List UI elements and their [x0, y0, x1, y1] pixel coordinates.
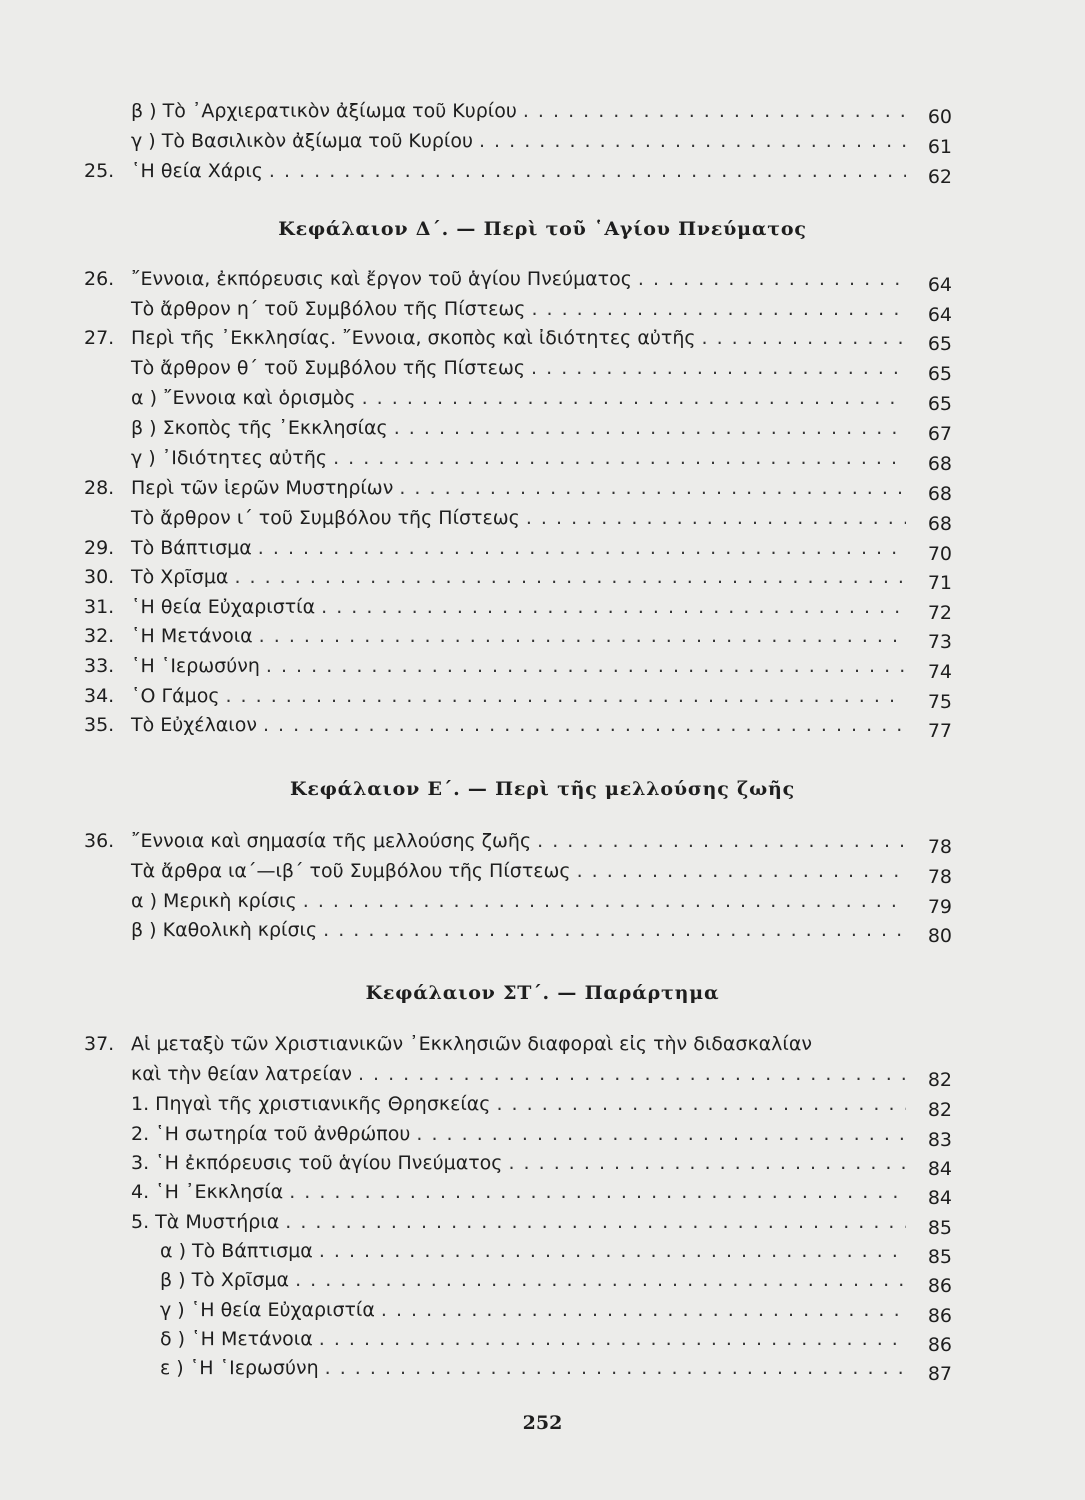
entry-title: ῾Η θεία Χάρις: [131, 160, 263, 182]
toc-entry: [84, 1177, 952, 1207]
toc-entry: [84, 1119, 952, 1149]
chapter-heading: Κεφάλαιον Δ΄. — Περὶ τοῦ ῾Αγίου Πνεύματος: [278, 218, 807, 240]
entry-page: 67: [927, 423, 952, 445]
entry-page: 64: [927, 304, 952, 326]
entry-page: 74: [927, 661, 952, 683]
entry-page: 86: [927, 1334, 952, 1356]
entry-page: 85: [927, 1246, 952, 1268]
entry-number: 29.: [84, 537, 115, 559]
entry-page: 79: [927, 896, 952, 918]
toc-entry: [84, 681, 952, 711]
entry-title: Τὸ Χρῖσμα: [131, 566, 229, 588]
entry-number: 25.: [84, 160, 115, 182]
dot-leader: [702, 323, 906, 353]
entry-title: γ ) ῾Η θεία Εὐχαριστία: [160, 1299, 375, 1321]
toc-entry: [84, 1089, 952, 1119]
dot-leader: [537, 826, 906, 856]
entry-page: 86: [927, 1305, 952, 1327]
dot-leader: [234, 562, 906, 592]
entry-page: 78: [927, 866, 952, 888]
dot-leader: [303, 886, 906, 916]
toc-entry: [84, 96, 952, 126]
entry-title: 4. ῾Η ᾿Εκκλησία: [131, 1181, 284, 1203]
entry-page: 72: [927, 602, 952, 624]
entry-page: 75: [927, 691, 952, 713]
entry-title: 2. ῾Η σωτηρία τοῦ ἀνθρώπου: [131, 1123, 411, 1145]
entry-title: α ) Μερικὴ κρίσις: [131, 890, 297, 912]
dot-leader: [225, 681, 906, 711]
entry-number: 37.: [84, 1033, 115, 1055]
entry-number: 30.: [84, 566, 115, 588]
entry-page: 73: [927, 631, 952, 653]
entry-page: 68: [927, 483, 952, 505]
dot-leader: [508, 1148, 906, 1178]
dot-leader: [319, 1324, 906, 1354]
toc-entry: [84, 353, 952, 383]
entry-number: 35.: [84, 714, 115, 736]
dot-leader: [381, 1295, 906, 1325]
dot-leader: [269, 156, 906, 186]
dot-leader: [523, 96, 906, 126]
dot-leader: [577, 856, 906, 886]
entry-title: α ) Τὸ Βάπτισμα: [160, 1240, 313, 1262]
dot-leader: [362, 383, 906, 413]
toc-entry: [84, 126, 952, 156]
entry-number: 33.: [84, 655, 115, 677]
toc-entry: [84, 621, 952, 651]
toc-entry: [84, 443, 952, 473]
entry-number: 26.: [84, 268, 115, 290]
entry-title: 3. ῾Η ἐκπόρευσις τοῦ ἁγίου Πνεύματος: [131, 1152, 503, 1174]
toc-entry: [84, 264, 952, 294]
entry-page: 86: [927, 1275, 952, 1297]
entry-title: Τὸ ἄρθρον ι΄ τοῦ Συμβόλου τῆς Πίστεως: [131, 507, 520, 529]
entry-page: 84: [927, 1187, 952, 1209]
toc-entry: [84, 1265, 952, 1295]
entry-title: γ ) Τὸ Βασιλικὸν ἀξίωμα τοῦ Κυρίου: [131, 130, 473, 152]
dot-leader: [638, 264, 906, 294]
toc-entry: [84, 1324, 952, 1354]
entry-title: καὶ τὴν θείαν λατρείαν: [131, 1063, 352, 1085]
entry-number: 32.: [84, 625, 115, 647]
toc-entry: [84, 915, 952, 945]
dot-leader: [358, 1059, 906, 1089]
entry-page: 62: [927, 166, 952, 188]
entry-page: 61: [927, 136, 952, 158]
entry-title: Τὸ Εὐχέλαιον: [131, 714, 257, 736]
entry-page: 68: [927, 513, 952, 535]
toc-entry: [84, 323, 952, 353]
entry-page: 71: [927, 572, 952, 594]
entry-title: Τὸ ἄρθρον θ΄ τοῦ Συμβόλου τῆς Πίστεως: [131, 357, 526, 379]
entry-number: 34.: [84, 685, 115, 707]
toc-entry: [84, 710, 952, 740]
entry-title: ῎Εννοια καὶ σημασία τῆς μελλούσης ζωῆς: [131, 830, 532, 852]
entry-page: 77: [927, 720, 952, 742]
entry-page: 80: [927, 925, 952, 947]
toc-entry: [84, 294, 952, 324]
dot-leader: [479, 126, 906, 156]
toc-entry: [84, 1029, 952, 1059]
chapter-heading: Κεφάλαιον ΣΤ΄. — Παράρτημα: [365, 982, 720, 1004]
dot-leader: [285, 1207, 906, 1237]
entry-title: Περὶ τῆς ᾿Εκκλησίας. ῎Εννοια, σκοπὸς καὶ ἰδιότητες αὐτῆς: [131, 327, 696, 349]
entry-number: 31.: [84, 596, 115, 618]
entry-title: 5. Τὰ Μυστήρια: [131, 1211, 280, 1233]
chapter-heading: Κεφάλαιον Ε΄. — Περὶ τῆς μελλούσης ζωῆς: [290, 778, 795, 800]
entry-number: 28.: [84, 477, 115, 499]
dot-leader: [496, 1089, 906, 1119]
toc-entry: [84, 1295, 952, 1325]
entry-number: 36.: [84, 830, 115, 852]
dot-leader: [321, 592, 906, 622]
dot-leader: [333, 443, 906, 473]
entry-page: 65: [927, 363, 952, 385]
entry-title: ε ) ῾Η ῾Ιερωσύνη: [160, 1357, 319, 1379]
toc-entry: [84, 592, 952, 622]
entry-page: 85: [927, 1217, 952, 1239]
toc-entry: [84, 1148, 952, 1178]
entry-page: 87: [927, 1363, 952, 1385]
dot-leader: [526, 503, 906, 533]
dot-leader: [295, 1265, 906, 1295]
entry-title: β ) Σκοπὸς τῆς ᾿Εκκλησίας: [131, 417, 388, 439]
entry-title: ῾Η Μετάνοια: [131, 625, 253, 647]
entry-page: 68: [927, 453, 952, 475]
entry-number: 27.: [84, 327, 115, 349]
entry-page: 83: [927, 1129, 952, 1151]
toc-entry: [84, 156, 952, 186]
entry-page: 82: [927, 1099, 952, 1121]
entry-title: Αἱ μεταξὺ τῶν Χριστιανικῶν ᾿Εκκλησιῶν διαφοραὶ εἰς τὴν διδασκαλίαν: [131, 1033, 812, 1055]
entry-title: β ) Καθολικὴ κρίσις: [131, 919, 318, 941]
dot-leader: [259, 621, 906, 651]
entry-page: 78: [927, 836, 952, 858]
dot-leader: [323, 915, 906, 945]
dot-leader: [266, 651, 906, 681]
dot-leader: [289, 1177, 906, 1207]
toc-entry: [84, 826, 952, 856]
dot-leader: [531, 294, 906, 324]
toc-entry: [84, 886, 952, 916]
dot-leader: [531, 353, 906, 383]
dot-leader: [416, 1119, 906, 1149]
toc-entry: [84, 1059, 952, 1089]
entry-page: 82: [927, 1069, 952, 1091]
entry-title: γ ) ᾿Ιδιότητες αὐτῆς: [131, 447, 328, 469]
toc-entry: [84, 562, 952, 592]
entry-title: Τὸ ἄρθρον η΄ τοῦ Συμβόλου τῆς Πίστεως: [131, 298, 526, 320]
entry-title: β ) Τὸ ᾿Αρχιερατικὸν ἀξίωμα τοῦ Κυρίου: [131, 100, 517, 122]
toc-entry: [84, 383, 952, 413]
entry-title: Τὰ ἄρθρα ια΄—ιβ΄ τοῦ Συμβόλου τῆς Πίστεως: [131, 860, 571, 882]
dot-leader: [263, 710, 906, 740]
entry-title: ῾Η θεία Εὐχαριστία: [131, 596, 316, 618]
toc-entry: [84, 413, 952, 443]
entry-page: 65: [927, 333, 952, 355]
toc-entry: [84, 856, 952, 886]
dot-leader: [258, 533, 906, 563]
entry-title: β ) Τὸ Χρῖσμα: [160, 1269, 290, 1291]
toc-entry: [84, 473, 952, 503]
entry-page: 64: [927, 274, 952, 296]
entry-page: 60: [927, 106, 952, 128]
dot-leader: [319, 1236, 906, 1266]
entry-title: ῾Η ῾Ιερωσύνη: [131, 655, 260, 677]
entry-page: 84: [927, 1158, 952, 1180]
entry-title: α ) ῎Εννοια καὶ ὁρισμὸς: [131, 387, 356, 409]
entry-title: Τὸ Βάπτισμα: [131, 537, 252, 559]
dot-leader: [394, 413, 906, 443]
dot-leader: [325, 1353, 906, 1383]
toc-entry: [84, 503, 952, 533]
entry-title: Περὶ τῶν ἱερῶν Μυστηρίων: [131, 477, 394, 499]
toc-entry: [84, 1353, 952, 1383]
entry-title: δ ) ῾Η Μετάνοια: [160, 1328, 313, 1350]
entry-title: ῎Εννοια, ἐκπόρευσις καὶ ἔργον τοῦ ἁγίου Πνεύματος: [131, 268, 632, 290]
entry-page: 65: [927, 393, 952, 415]
entry-page: 70: [927, 543, 952, 565]
toc-entry: [84, 1207, 952, 1237]
entry-title: 1. Πηγαὶ τῆς χριστιανικῆς Θρησκείας: [131, 1093, 491, 1115]
entry-title: ῾Ο Γάμος: [131, 685, 220, 707]
toc-entry: [84, 533, 952, 563]
dot-leader: [399, 473, 906, 503]
page-number: 252: [522, 1412, 563, 1434]
toc-entry: [84, 1236, 952, 1266]
toc-entry: [84, 651, 952, 681]
